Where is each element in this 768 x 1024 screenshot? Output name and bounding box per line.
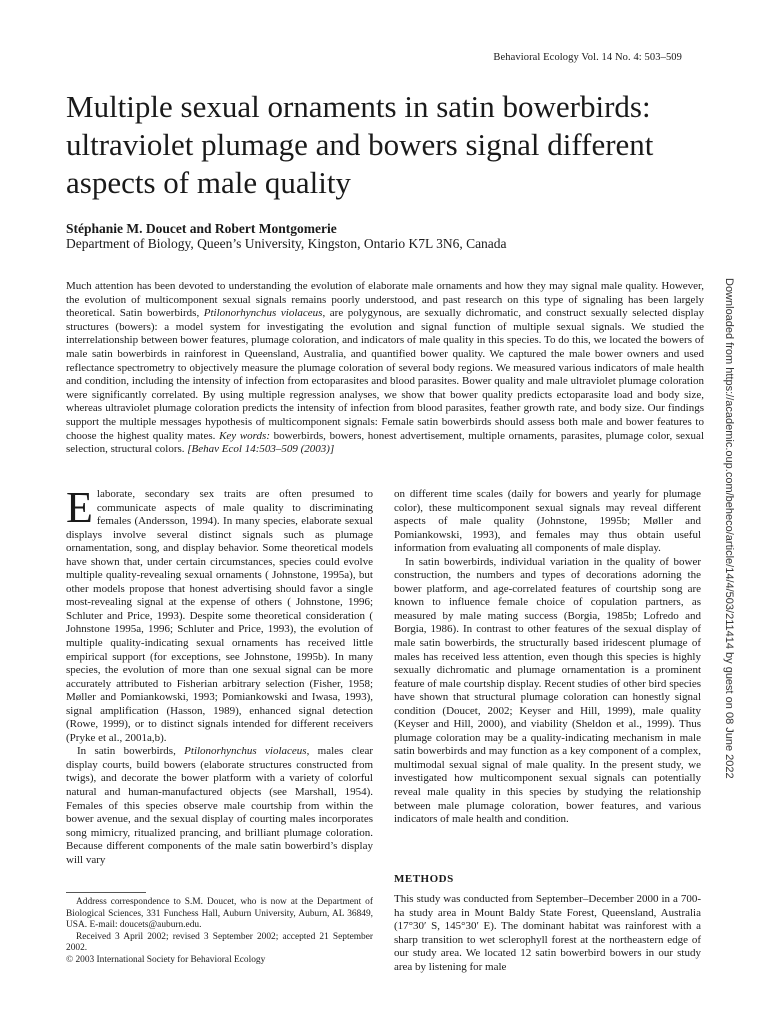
title-line: aspects of male quality	[66, 165, 351, 200]
species-name: Ptilonorhynchus violaceus	[184, 745, 307, 758]
authors: Stéphanie M. Doucet and Robert Montgomerie	[66, 221, 337, 236]
abstract-text: , are polygynous, are sexually dichromatic, and construct sexually selected display structures (bowers): a model system for investigating the evolution and signal function of multiple sexual signals. We studied the interrelationship between bower features, plumage coloration, and indicators of male quality in this species. To do this, we located the bowers of male satin bowerbirds in rainforest in Queensland, Australia, and quantified bower quality. We captured the male bower owners and used reflectance spectrometry to objectively measure the plumage coloration of several body regions. We measured various indicators of male health and condition, including the intensity of infection from ectoparasites and blood parasites. Bower quality and male ultraviolet plumage coloration were significantly correlated. By using multiple regression analyses, we show that bower quality predicts ectoparasite load and body size, whereas ultraviolet plumage coloration predicts the intensity of infection from blood parasites, feather growth rate, and body size. Our findings support the multiple messages hypothesis of multicomponent signals: Female satin bowerbirds should assess both male and bower features to choose the highest quality mates.	[66, 307, 704, 442]
paragraph-text: In satin bowerbirds,	[77, 745, 185, 758]
body-column-right	[394, 488, 701, 827]
article-title	[66, 88, 706, 202]
affiliation: Department of Biology, Queen’s University, Kingston, Ontario K7L 3N6, Canada	[66, 236, 507, 251]
abstract-text: Much attention has been devoted to understanding the evolution of elaborate male ornaments and how they may signal male quality. However, the evolution of multicomponent sexual signals remains poorly understood, and past research on this type of signaling has been largely theoretical. Satin bowerbirds,	[66, 280, 704, 320]
paragraph	[66, 745, 373, 867]
drop-cap: E	[66, 483, 93, 532]
paragraph: In satin bowerbirds, individual variation in the quality of bower construction, the numbers and types of decorations adorning the bower platform, and age-correlated features of courtship song are known to influence female choice of copulation partners, as measured by male mating success (Borgia, 1985b; Lofredo and Borgia, 1986). In contrast to other features of the sexual display of male satin bowerbirds, the structurally based iridescent plumage of males has received less attention, even though this species is highly sexually dichromatic and plumage ornamentation is a prominent feature of male courtship display. Recent studies of other bird species have shown that structural plumage coloration can honestly signal condition (Doucet, 2002; Keyser and Hill, 1999), male quality (Keyser and Hill, 2000), and viability (Sheldon et al., 1999). Thus plumage coloration may be a quality-indicating mechanism in male satin bowerbirds and may function as a key component of a complex, multimodal sexual signal of male quality. In the present study, we investigated how multicomponent sexual signals can potentially reveal male quality in this species by studying the relationship between male plumage coloration, bower features, and various indicators of male health and condition.	[394, 555, 701, 826]
paragraph	[66, 483, 373, 745]
keywords-label: Key words:	[219, 429, 271, 442]
keywords: bowerbirds, bowers, honest advertisement, multiple ornaments, parasites, plumage color, sexual selection, structural colors.	[66, 429, 704, 456]
received-dates: Received 3 April 2002; revised 3 September 2002; accepted 21 September 2002.	[66, 931, 373, 954]
copyright: © 2003 International Society for Behavioral Ecology	[66, 954, 266, 965]
journal-citation: Behavioral Ecology Vol. 14 No. 4: 503–509	[493, 52, 682, 63]
paragraph-text: laborate, secondary sex traits are often presumed to communicate aspects of male quality to discriminating females (Andersson, 1994). In many species, elaborate sexual displays involve several distinct signals such as plumage ornamentation, song, and display behavior. Some theoretical models have shown that, under certain circumstances, species could evolve multiple quality-revealing sexual ornaments ( Johnstone, 1995a), but other models propose that honest advertising should favor a single most-revealing signal at the expense of others ( Johnstone, 1996; Schluter and Price, 1993). Despite some theoretical consideration ( Johnstone 1995a, 1996; Schluter and Price, 1993), the evolution of multiple quality-indicating sexual ornaments has received little empirical support (for exceptions, see Johnstone, 1995b). In many species, the evolution of more than one sexual signal can be more accurately attributed to Fisherian arbitrary selection (Fisher, 1958; Møller and Pomiankowski, 1993; Pomiankowski and Iwasa, 1993), signal amplification (Hasson, 1989), enhanced signal detection (Rowe, 1999), or to distinct signals intended for different receivers (Pryke et al., 2001a,b).	[66, 488, 373, 744]
download-watermark: Downloaded from https://academic.oup.com/beheco/article/14/4/503/211414 by guest on 08 June 2022	[723, 278, 735, 779]
paragraph: on different time scales (daily for bowers and yearly for plumage color), these multicomponent sexual signals may reveal different aspects of male quality (Johnstone, 1995b; Møller and Pomiankowski, 1993), and females may thus obtain useful information from evaluating all components of male display.	[394, 488, 701, 555]
abstract-citation: [Behav Ecol 14:503–509 (2003)]	[187, 443, 335, 456]
title-line: ultraviolet plumage and bowers signal different	[66, 127, 654, 162]
abstract	[66, 280, 704, 457]
footnote-rule	[66, 892, 146, 893]
paragraph-text: , males clear display courts, build bowers (elaborate structures constructed from twigs), and decorate the bower platform with a variety of colorful natural and human-manufactured objects (see Marshall, 1954). Females of this species observe male courtship from within the bower avenue, and the sexual display of courting males incorporates song mimicry, ritualized prancing, and brilliant plumage coloration. Because different components of the male satin bowerbird’s display will vary	[66, 745, 373, 866]
section-heading-methods: METHODS	[394, 873, 454, 885]
body-column-left	[66, 483, 373, 867]
title-line: Multiple sexual ornaments in satin bowerbirds:	[66, 89, 651, 124]
correspondence-note: Address correspondence to S.M. Doucet, who is now at the Department of Biological Sciences, 331 Funchess Hall, Auburn University, Auburn, AL 36849, USA. E-mail: doucets@auburn.edu.	[66, 897, 373, 931]
species-name: Ptilonorhynchus violaceus	[203, 307, 323, 320]
footnote	[66, 897, 373, 967]
methods-paragraph: This study was conducted from September–December 2000 in a 700-ha study area in Mount Baldy State Forest, Queensland, Australia (17°30′ S, 145°30′ E). The dominant habitat was rainforest with a sharp transition to wet sclerophyll forest at the northeastern edge of our study area. We located 12 satin bowerbird bowers in our study area by listening for male	[394, 893, 701, 973]
